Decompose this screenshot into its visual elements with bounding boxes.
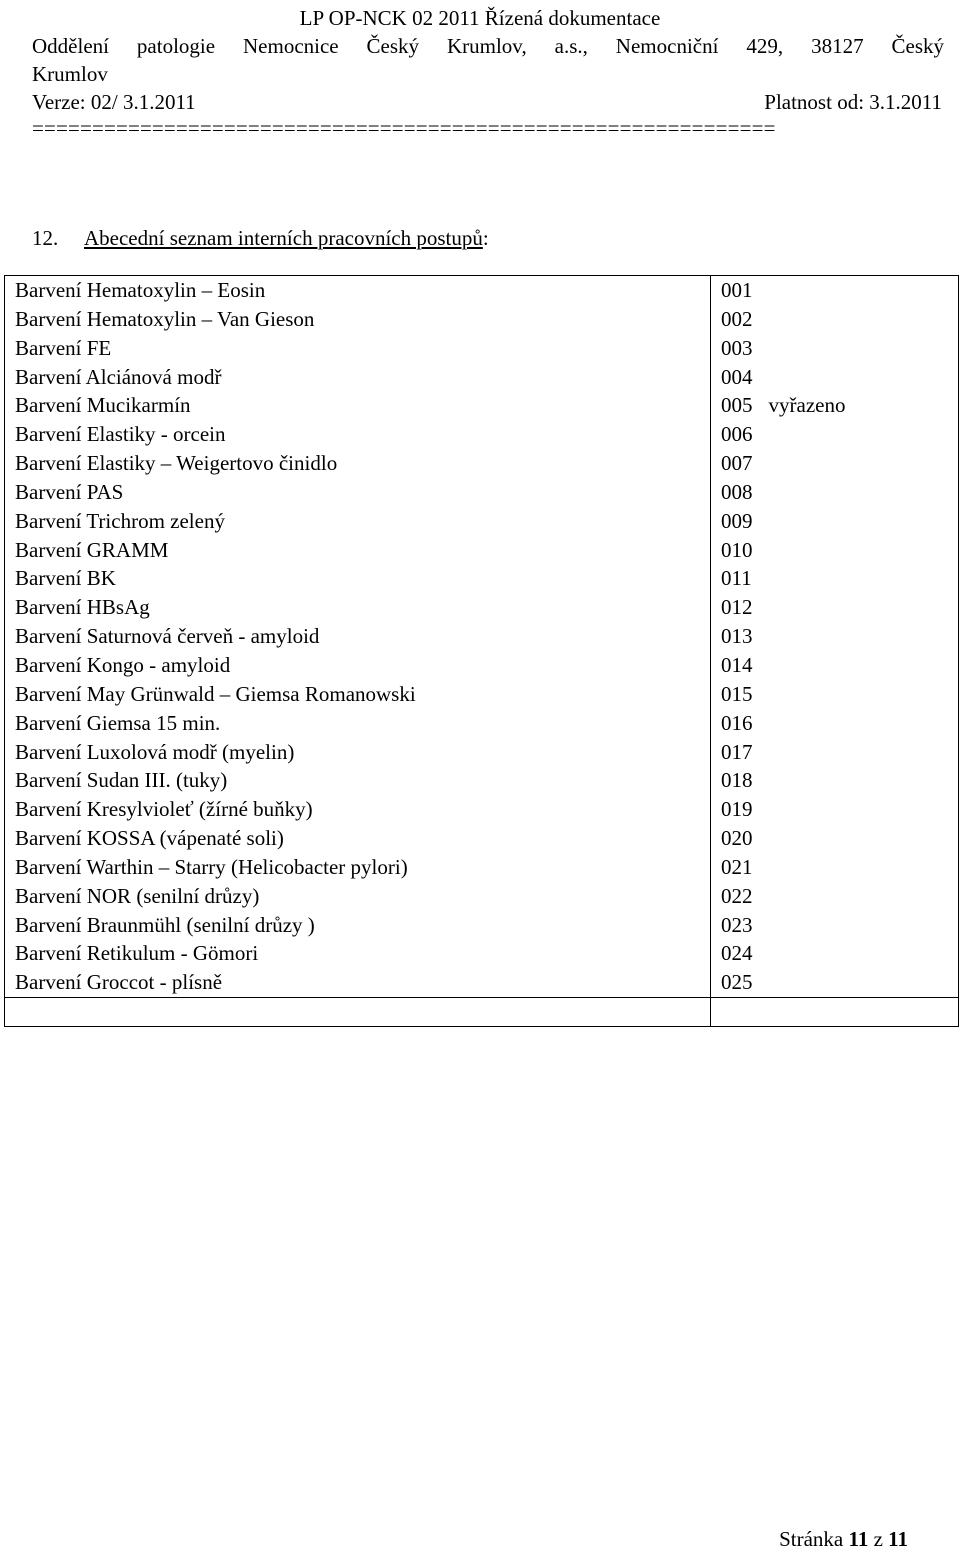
procedure-name: Barvení Giemsa 15 min. <box>15 710 221 735</box>
procedure-name: Barvení Hematoxylin – Eosin <box>15 278 266 302</box>
procedure-code: 016 <box>721 710 753 735</box>
procedure-code: 013 <box>721 624 753 649</box>
procedure-name: Barvení May Grünwald – Giemsa Romanowski <box>15 681 416 706</box>
procedure-code-row <box>721 536 958 565</box>
procedure-code-row <box>721 478 958 507</box>
procedure-name: Barvení Braunmühl (senilní drůzy ) <box>15 912 315 937</box>
procedure-code: 024 <box>721 941 753 966</box>
procedure-code-row <box>721 824 958 853</box>
empty-name-cell <box>5 998 711 1027</box>
procedure-name: Barvení PAS <box>15 479 124 504</box>
procedure-code-row <box>721 276 958 305</box>
procedure-code: 009 <box>721 508 753 533</box>
procedure-code: 010 <box>721 537 753 562</box>
procedure-code: 004 <box>721 364 753 389</box>
procedure-code-row <box>721 305 958 334</box>
procedure-code: 011 <box>721 566 752 591</box>
procedure-code-row <box>721 391 958 420</box>
procedure-name: Barvení Warthin – Starry (Helicobacter pylori) <box>15 854 408 879</box>
procedure-code: 021 <box>721 854 753 879</box>
procedure-name: Barvení Retikulum - Gömori <box>15 941 259 966</box>
procedure-name: Barvení FE <box>15 335 112 360</box>
procedure-status: vyřazeno <box>768 393 846 418</box>
procedure-name: Barvení KOSSA (vápenaté soli) <box>15 826 284 851</box>
procedure-code-row <box>721 853 958 882</box>
header-separator-rule: ============================================================== <box>32 116 776 140</box>
procedures-table-empty-row <box>5 998 959 1027</box>
page-total: 11 <box>888 1527 908 1551</box>
procedure-code-column <box>711 276 959 998</box>
procedure-name: Barvení Trichrom zelený <box>15 508 225 533</box>
procedure-name: Barvení Alciánová modř <box>15 364 222 389</box>
procedure-code-row <box>721 766 958 795</box>
procedure-name: Barvení Groccot - plísně <box>15 970 223 995</box>
procedure-code: 006 <box>721 422 753 447</box>
procedure-code-row <box>721 680 958 709</box>
procedure-code-row <box>721 709 958 738</box>
procedure-name-column <box>5 276 711 998</box>
section-title: Abecední seznam interních pracovních postupů <box>84 226 483 250</box>
procedure-code: 022 <box>721 883 753 908</box>
procedure-code: 018 <box>721 768 753 793</box>
page-of: z <box>873 1527 883 1551</box>
organization-address-continued: Krumlov <box>32 62 108 86</box>
procedure-code-row <box>721 939 958 968</box>
procedure-code: 003 <box>721 335 753 360</box>
procedure-name: Barvení NOR (senilní drůzy) <box>15 883 260 908</box>
section-title-colon: : <box>482 226 489 250</box>
organization-address: Oddělení patologie Nemocnice Český Krumlov, a.s., Nemocniční 429, 38127 Český <box>32 34 944 58</box>
procedure-name: Barvení Sudan III. (tuky) <box>15 768 228 793</box>
procedure-code-row <box>721 564 958 593</box>
empty-code-cell <box>711 998 959 1027</box>
procedure-code: 005 <box>721 393 753 418</box>
procedure-name: Barvení Kongo - amyloid <box>15 652 231 677</box>
section-heading <box>32 224 489 252</box>
procedure-code: 002 <box>721 306 753 331</box>
procedure-code-row <box>721 622 958 651</box>
procedure-name: Barvení Luxolová modř (myelin) <box>15 739 295 764</box>
procedure-code-row <box>721 882 958 911</box>
valid-from-label: Platnost od: 3.1.2011 <box>764 90 942 114</box>
procedure-code-row <box>721 334 958 363</box>
procedure-code: 015 <box>721 681 753 706</box>
procedure-code-row <box>721 651 958 680</box>
procedure-code-row <box>721 420 958 449</box>
procedure-code: 025 <box>721 970 753 995</box>
procedure-name: Barvení GRAMM <box>15 537 169 562</box>
procedure-code-row <box>721 738 958 767</box>
section-number: 12. <box>32 226 59 250</box>
page-number <box>779 1526 908 1552</box>
procedures-table-content-row <box>5 276 959 998</box>
procedure-code-row <box>721 795 958 824</box>
procedures-table <box>4 275 959 1027</box>
page-current: 11 <box>848 1527 869 1551</box>
procedure-code-row <box>721 449 958 478</box>
procedure-code-row <box>721 593 958 622</box>
procedure-name: Barvení Mucikarmín <box>15 393 191 418</box>
procedure-code: 007 <box>721 451 753 476</box>
procedure-code: 001 <box>721 278 753 302</box>
procedure-name: Barvení Kresylvioleť (žírné buňky) <box>15 797 313 822</box>
document-control-title: LP OP-NCK 02 2011 Řízená dokumentace <box>299 6 661 30</box>
procedure-name: Barvení BK <box>15 566 116 591</box>
procedure-name: Barvení Elastiky – Weigertovo činidlo <box>15 451 338 476</box>
procedure-code: 023 <box>721 912 753 937</box>
procedure-name: Barvení Hematoxylin – Van Gieson <box>15 306 315 331</box>
procedure-name: Barvení Elastiky - orcein <box>15 422 226 447</box>
procedure-code-row <box>721 911 958 940</box>
procedure-code-row <box>721 507 958 536</box>
procedure-code: 012 <box>721 595 753 620</box>
procedure-code-row <box>721 968 958 997</box>
procedure-code: 020 <box>721 826 753 851</box>
procedure-code: 008 <box>721 479 753 504</box>
page-label: Stránka <box>779 1527 844 1551</box>
version-label: Verze: 02/ 3.1.2011 <box>32 90 196 114</box>
procedure-code: 014 <box>721 652 753 677</box>
procedure-code: 017 <box>721 739 753 764</box>
procedure-code: 019 <box>721 797 753 822</box>
procedure-name: Barvení HBsAg <box>15 595 150 620</box>
procedure-code-row <box>721 363 958 392</box>
procedure-name: Barvení Saturnová červeň - amyloid <box>15 624 320 649</box>
